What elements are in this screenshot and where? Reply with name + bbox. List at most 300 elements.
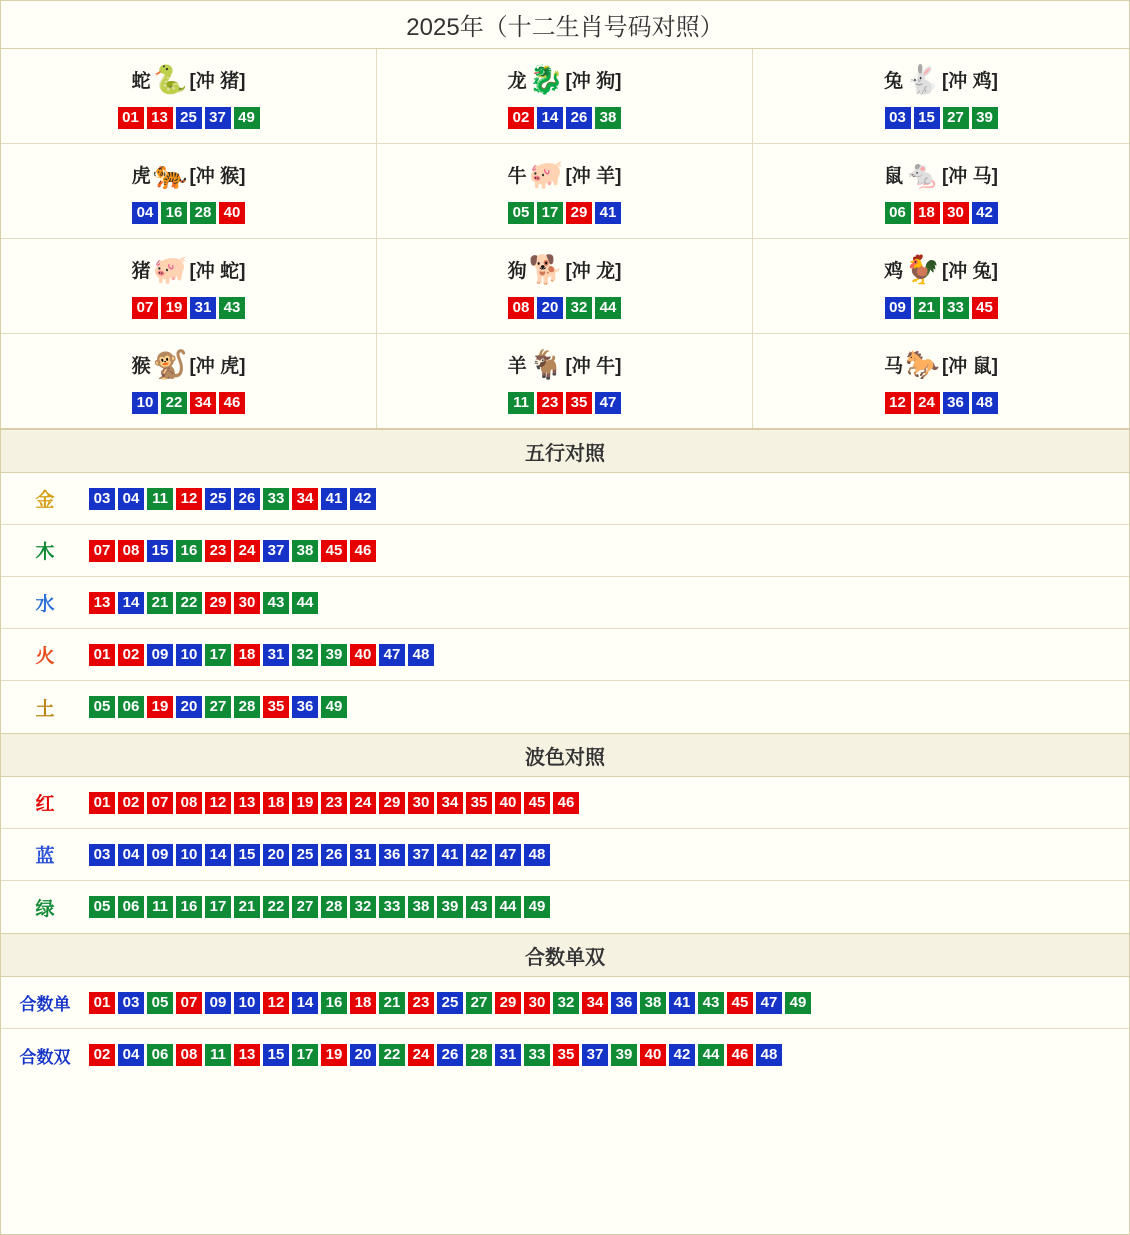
number-ball[interactable]: 18 [350, 992, 376, 1014]
number-ball[interactable]: 11 [205, 1044, 231, 1066]
number-ball[interactable]: 35 [566, 392, 592, 414]
number-ball[interactable]: 12 [263, 992, 289, 1014]
number-ball[interactable]: 48 [972, 392, 998, 414]
number-ball[interactable]: 24 [234, 540, 260, 562]
zodiac-number-list [387, 107, 742, 129]
number-ball[interactable]: 42 [466, 844, 492, 866]
zodiac-clash-label: [冲 牛] [565, 355, 622, 377]
row-label: 蓝 [35, 846, 55, 867]
number-ball[interactable]: 13 [89, 592, 115, 614]
number-ball[interactable]: 11 [508, 392, 534, 414]
section-header-wuxing: 五行对照 [1, 429, 1129, 473]
number-ball[interactable]: 36 [292, 696, 318, 718]
zodiac-cell-snake[interactable] [1, 49, 377, 144]
rooster-icon: 🐓 [905, 254, 940, 285]
number-ball[interactable]: 39 [611, 1044, 637, 1066]
zodiac-heading [11, 350, 366, 378]
zodiac-heading [763, 255, 1119, 283]
zodiac-clash-label: [冲 鸡] [941, 70, 998, 92]
number-ball[interactable]: 27 [292, 896, 318, 918]
zodiac-cell-rooster[interactable] [753, 239, 1129, 334]
number-ball[interactable]: 38 [640, 992, 666, 1014]
number-ball[interactable]: 37 [263, 540, 289, 562]
number-ball[interactable]: 08 [176, 1044, 202, 1066]
zodiac-clash-label: [冲 马] [941, 165, 998, 187]
number-ball[interactable]: 05 [508, 202, 534, 224]
zodiac-name: 龙 [507, 70, 527, 92]
number-ball[interactable]: 09 [205, 992, 231, 1014]
number-ball[interactable]: 09 [147, 844, 173, 866]
number-ball[interactable]: 14 [537, 107, 563, 129]
zodiac-number-list [387, 202, 742, 224]
number-ball[interactable]: 32 [292, 644, 318, 666]
zodiac-clash-label: [冲 羊] [565, 165, 622, 187]
zodiac-cell-monkey[interactable] [1, 334, 377, 428]
number-row [1, 977, 1129, 1029]
number-ball[interactable]: 05 [89, 696, 115, 718]
zodiac-name: 猪 [131, 260, 151, 282]
number-ball[interactable]: 06 [118, 896, 144, 918]
number-ball[interactable]: 17 [292, 1044, 318, 1066]
zodiac-clash-label: [冲 龙] [565, 260, 622, 282]
number-ball[interactable]: 28 [190, 202, 216, 224]
number-ball[interactable]: 07 [89, 540, 115, 562]
zodiac-clash-label: [冲 猴] [189, 165, 246, 187]
number-ball[interactable]: 07 [132, 297, 158, 319]
row-label: 绿 [35, 898, 55, 920]
number-ball[interactable]: 02 [508, 107, 534, 129]
number-ball[interactable]: 46 [219, 392, 245, 414]
number-ball[interactable]: 25 [292, 844, 318, 866]
number-ball[interactable]: 10 [176, 644, 202, 666]
row-label: 水 [35, 594, 55, 615]
number-ball[interactable]: 20 [263, 844, 289, 866]
number-ball[interactable]: 24 [914, 392, 940, 414]
number-ball[interactable]: 03 [89, 488, 115, 510]
number-ball[interactable]: 41 [321, 488, 347, 510]
number-ball[interactable]: 45 [524, 792, 550, 814]
zodiac-clash-label: [冲 鼠] [941, 355, 998, 377]
number-ball[interactable]: 31 [350, 844, 376, 866]
number-row [1, 829, 1129, 881]
number-ball[interactable]: 21 [914, 297, 940, 319]
number-ball[interactable]: 40 [219, 202, 245, 224]
number-ball[interactable]: 16 [161, 202, 187, 224]
number-ball[interactable]: 26 [566, 107, 592, 129]
number-ball[interactable]: 26 [321, 844, 347, 866]
number-ball[interactable]: 48 [524, 844, 550, 866]
number-ball[interactable]: 12 [885, 392, 911, 414]
number-ball[interactable]: 30 [234, 592, 260, 614]
number-ball[interactable]: 40 [350, 644, 376, 666]
number-ball[interactable]: 31 [263, 644, 289, 666]
number-ball[interactable]: 45 [321, 540, 347, 562]
number-ball[interactable]: 23 [408, 992, 434, 1014]
number-row [1, 629, 1129, 681]
zodiac-heading [763, 350, 1119, 378]
snake-icon: 🐍 [152, 64, 188, 95]
number-ball[interactable]: 45 [727, 992, 753, 1014]
number-ball[interactable]: 10 [234, 992, 260, 1014]
number-ball[interactable]: 11 [147, 896, 173, 918]
zodiac-heading [11, 65, 366, 93]
number-ball[interactable]: 24 [350, 792, 376, 814]
section-header-bose: 波色对照 [1, 733, 1129, 777]
zodiac-number-list [11, 107, 366, 129]
number-ball[interactable]: 43 [698, 992, 724, 1014]
number-ball[interactable]: 16 [321, 992, 347, 1014]
number-ball[interactable]: 28 [321, 896, 347, 918]
number-ball[interactable]: 07 [176, 992, 202, 1014]
zodiac-name: 马 [884, 355, 904, 377]
number-ball[interactable]: 44 [698, 1044, 724, 1066]
number-ball[interactable]: 10 [132, 392, 158, 414]
number-ball[interactable]: 37 [408, 844, 434, 866]
number-ball[interactable]: 16 [176, 896, 202, 918]
number-ball[interactable]: 06 [885, 202, 911, 224]
goat-icon: 🐐 [528, 349, 564, 380]
number-ball[interactable]: 01 [89, 644, 115, 666]
number-ball[interactable]: 48 [408, 644, 434, 666]
number-ball[interactable]: 34 [437, 792, 463, 814]
dragon-icon: 🐉 [528, 64, 564, 95]
number-ball[interactable]: 34 [190, 392, 216, 414]
zodiac-number-list [387, 392, 742, 414]
row-number-list [89, 890, 558, 924]
number-ball[interactable]: 13 [147, 107, 173, 129]
heshu-rows [1, 977, 1129, 1081]
zodiac-clash-label: [冲 兔] [941, 260, 998, 282]
number-ball[interactable]: 38 [408, 896, 434, 918]
number-row [1, 1029, 1129, 1081]
number-ball[interactable]: 44 [292, 592, 318, 614]
zodiac-number-list [763, 392, 1119, 414]
number-ball[interactable]: 04 [118, 488, 144, 510]
number-ball[interactable]: 33 [524, 1044, 550, 1066]
number-ball[interactable]: 10 [176, 844, 202, 866]
number-ball[interactable]: 44 [595, 297, 621, 319]
zodiac-heading [763, 160, 1119, 188]
zodiac-clash-label: [冲 猪] [189, 70, 246, 92]
number-ball[interactable]: 21 [379, 992, 405, 1014]
number-ball[interactable]: 14 [118, 592, 144, 614]
number-ball[interactable]: 30 [524, 992, 550, 1014]
number-ball[interactable]: 20 [537, 297, 563, 319]
number-ball[interactable]: 43 [466, 896, 492, 918]
zodiac-name: 蛇 [131, 70, 151, 92]
zodiac-cell-rabbit[interactable] [753, 49, 1129, 144]
number-ball[interactable]: 39 [437, 896, 463, 918]
number-ball[interactable]: 15 [914, 107, 940, 129]
number-ball[interactable]: 29 [566, 202, 592, 224]
number-ball[interactable]: 29 [205, 592, 231, 614]
number-ball[interactable]: 15 [147, 540, 173, 562]
row-number-list [89, 690, 355, 724]
number-ball[interactable]: 18 [263, 792, 289, 814]
row-number-list [89, 638, 442, 672]
number-ball[interactable]: 17 [205, 644, 231, 666]
number-ball[interactable]: 15 [263, 1044, 289, 1066]
number-ball[interactable]: 48 [756, 1044, 782, 1066]
number-ball[interactable]: 47 [379, 644, 405, 666]
row-number-list [89, 482, 384, 516]
zodiac-number-list [387, 297, 742, 319]
number-ball[interactable]: 20 [350, 1044, 376, 1066]
number-ball[interactable]: 07 [147, 792, 173, 814]
number-ball[interactable]: 43 [263, 592, 289, 614]
section-header-heshu: 合数单双 [1, 933, 1129, 977]
number-ball[interactable]: 46 [727, 1044, 753, 1066]
rabbit-icon: 🐇 [905, 64, 940, 95]
number-ball[interactable]: 28 [234, 696, 260, 718]
number-ball[interactable]: 18 [914, 202, 940, 224]
number-ball[interactable]: 30 [943, 202, 969, 224]
number-ball[interactable]: 22 [176, 592, 202, 614]
number-row [1, 577, 1129, 629]
number-ball[interactable]: 34 [292, 488, 318, 510]
number-ball[interactable]: 19 [161, 297, 187, 319]
number-ball[interactable]: 36 [611, 992, 637, 1014]
number-ball[interactable]: 14 [205, 844, 231, 866]
number-ball[interactable]: 32 [350, 896, 376, 918]
zodiac-clash-label: [冲 狗] [565, 70, 622, 92]
zodiac-clash-label: [冲 虎] [189, 355, 246, 377]
zodiac-cell-dog[interactable] [377, 239, 753, 334]
ox-icon: 🐖 [528, 159, 564, 190]
number-ball[interactable]: 45 [972, 297, 998, 319]
number-ball[interactable]: 17 [205, 896, 231, 918]
horse-icon: 🐎 [905, 349, 940, 380]
zodiac-number-list [763, 107, 1119, 129]
number-ball[interactable]: 18 [234, 644, 260, 666]
row-number-list [89, 586, 326, 620]
zodiac-name: 牛 [507, 165, 527, 187]
number-ball[interactable]: 22 [161, 392, 187, 414]
number-ball[interactable]: 19 [292, 792, 318, 814]
zodiac-name: 鼠 [884, 165, 904, 187]
number-ball[interactable]: 27 [466, 992, 492, 1014]
number-ball[interactable]: 32 [553, 992, 579, 1014]
number-ball[interactable]: 02 [118, 792, 144, 814]
zodiac-heading [763, 65, 1119, 93]
number-ball[interactable]: 33 [943, 297, 969, 319]
number-row [1, 681, 1129, 733]
number-ball[interactable]: 34 [582, 992, 608, 1014]
number-ball[interactable]: 11 [147, 488, 173, 510]
zodiac-cell-horse[interactable] [753, 334, 1129, 428]
number-ball[interactable]: 43 [219, 297, 245, 319]
wuxing-rows [1, 473, 1129, 733]
number-ball[interactable]: 26 [234, 488, 260, 510]
number-ball[interactable]: 36 [379, 844, 405, 866]
row-label: 合数双 [19, 1047, 71, 1067]
number-ball[interactable]: 44 [495, 896, 521, 918]
number-ball[interactable]: 16 [176, 540, 202, 562]
number-ball[interactable]: 33 [379, 896, 405, 918]
number-ball[interactable]: 08 [118, 540, 144, 562]
tiger-icon: 🐅 [152, 159, 188, 190]
zodiac-number-list [11, 202, 366, 224]
number-ball[interactable]: 13 [234, 1044, 260, 1066]
number-ball[interactable]: 39 [972, 107, 998, 129]
zodiac-cell-pig[interactable] [1, 239, 377, 334]
number-ball[interactable]: 31 [190, 297, 216, 319]
number-ball[interactable]: 02 [89, 1044, 115, 1066]
number-ball[interactable]: 40 [495, 792, 521, 814]
number-ball[interactable]: 47 [756, 992, 782, 1014]
page-title: 2025年（十二生肖号码对照） [1, 1, 1129, 49]
number-ball[interactable]: 23 [321, 792, 347, 814]
zodiac-number-list [11, 297, 366, 319]
zodiac-cell-tiger[interactable] [1, 144, 377, 239]
number-ball[interactable]: 05 [89, 896, 115, 918]
number-ball[interactable]: 20 [176, 696, 202, 718]
row-number-list [89, 534, 384, 568]
zodiac-name: 鸡 [884, 260, 904, 282]
zodiac-cell-ox[interactable] [377, 144, 753, 239]
number-ball[interactable]: 31 [495, 1044, 521, 1066]
number-ball[interactable]: 35 [553, 1044, 579, 1066]
number-ball[interactable]: 35 [466, 792, 492, 814]
number-ball[interactable]: 49 [234, 107, 260, 129]
number-ball[interactable]: 04 [132, 202, 158, 224]
number-ball[interactable]: 35 [263, 696, 289, 718]
number-ball[interactable]: 15 [234, 844, 260, 866]
row-label: 金 [35, 490, 55, 511]
number-ball[interactable]: 04 [118, 844, 144, 866]
zodiac-number-list [763, 297, 1119, 319]
number-ball[interactable]: 23 [205, 540, 231, 562]
number-ball[interactable]: 41 [669, 992, 695, 1014]
number-ball[interactable]: 38 [292, 540, 318, 562]
number-ball[interactable]: 23 [537, 392, 563, 414]
number-ball[interactable]: 13 [234, 792, 260, 814]
number-ball[interactable]: 37 [205, 107, 231, 129]
number-ball[interactable]: 40 [640, 1044, 666, 1066]
number-ball[interactable]: 42 [972, 202, 998, 224]
number-ball[interactable]: 19 [147, 696, 173, 718]
number-ball[interactable]: 01 [89, 992, 115, 1014]
number-ball[interactable]: 12 [205, 792, 231, 814]
number-ball[interactable]: 49 [524, 896, 550, 918]
number-ball[interactable]: 30 [408, 792, 434, 814]
number-ball[interactable]: 14 [292, 992, 318, 1014]
monkey-icon: 🐒 [152, 349, 188, 380]
number-ball[interactable]: 22 [263, 896, 289, 918]
number-ball[interactable]: 37 [582, 1044, 608, 1066]
number-ball[interactable]: 42 [669, 1044, 695, 1066]
zodiac-name: 兔 [884, 70, 904, 92]
number-ball[interactable]: 36 [943, 392, 969, 414]
number-ball[interactable]: 28 [466, 1044, 492, 1066]
pig-icon: 🐖 [152, 254, 188, 285]
number-ball[interactable]: 29 [379, 792, 405, 814]
zodiac-cell-rat[interactable] [753, 144, 1129, 239]
number-ball[interactable]: 49 [321, 696, 347, 718]
zodiac-grid [1, 49, 1129, 429]
number-ball[interactable]: 24 [408, 1044, 434, 1066]
zodiac-cell-dragon[interactable] [377, 49, 753, 144]
number-ball[interactable]: 12 [176, 488, 202, 510]
number-ball[interactable]: 22 [379, 1044, 405, 1066]
number-ball[interactable]: 04 [118, 1044, 144, 1066]
number-ball[interactable]: 09 [885, 297, 911, 319]
number-ball[interactable]: 26 [437, 1044, 463, 1066]
number-ball[interactable]: 03 [118, 992, 144, 1014]
row-number-list [89, 838, 558, 872]
rat-icon: 🐁 [905, 159, 940, 190]
number-ball[interactable]: 29 [495, 992, 521, 1014]
number-ball[interactable]: 01 [118, 107, 144, 129]
zodiac-cell-goat[interactable] [377, 334, 753, 428]
number-ball[interactable]: 46 [350, 540, 376, 562]
zodiac-heading [11, 160, 366, 188]
number-ball[interactable]: 46 [553, 792, 579, 814]
number-row [1, 777, 1129, 829]
row-label: 土 [35, 698, 55, 720]
zodiac-heading [387, 160, 742, 188]
dog-icon: 🐕 [528, 254, 564, 285]
row-number-list [89, 786, 587, 820]
number-ball[interactable]: 25 [437, 992, 463, 1014]
number-ball[interactable]: 32 [566, 297, 592, 319]
row-label: 合数单 [19, 995, 71, 1014]
number-ball[interactable]: 25 [176, 107, 202, 129]
zodiac-heading [387, 350, 742, 378]
number-ball[interactable]: 08 [508, 297, 534, 319]
number-ball[interactable]: 33 [263, 488, 289, 510]
number-ball[interactable]: 09 [147, 644, 173, 666]
number-ball[interactable]: 06 [147, 1044, 173, 1066]
number-ball[interactable]: 47 [595, 392, 621, 414]
number-ball[interactable]: 38 [595, 107, 621, 129]
number-ball[interactable]: 27 [205, 696, 231, 718]
zodiac-number-list [11, 392, 366, 414]
row-label: 红 [35, 794, 55, 815]
zodiac-heading [11, 255, 366, 283]
zodiac-heading [387, 65, 742, 93]
number-ball[interactable]: 27 [943, 107, 969, 129]
zodiac-name: 羊 [507, 355, 527, 377]
number-ball[interactable]: 49 [785, 992, 811, 1014]
number-ball[interactable]: 39 [321, 644, 347, 666]
row-number-list [89, 986, 819, 1020]
number-ball[interactable]: 42 [350, 488, 376, 510]
number-ball[interactable]: 01 [89, 792, 115, 814]
number-ball[interactable]: 41 [595, 202, 621, 224]
number-ball[interactable]: 02 [118, 644, 144, 666]
number-ball[interactable]: 03 [885, 107, 911, 129]
number-ball[interactable]: 47 [495, 844, 521, 866]
number-ball[interactable]: 03 [89, 844, 115, 866]
zodiac-name: 猴 [131, 355, 151, 377]
number-ball[interactable]: 21 [234, 896, 260, 918]
number-ball[interactable]: 21 [147, 592, 173, 614]
number-row [1, 473, 1129, 525]
number-ball[interactable]: 19 [321, 1044, 347, 1066]
number-ball[interactable]: 05 [147, 992, 173, 1014]
number-row [1, 525, 1129, 577]
number-row [1, 881, 1129, 933]
number-ball[interactable]: 41 [437, 844, 463, 866]
number-ball[interactable]: 17 [537, 202, 563, 224]
number-ball[interactable]: 25 [205, 488, 231, 510]
number-ball[interactable]: 08 [176, 792, 202, 814]
number-ball[interactable]: 06 [118, 696, 144, 718]
row-label: 木 [35, 542, 55, 563]
zodiac-number-list [763, 202, 1119, 224]
zodiac-heading [387, 255, 742, 283]
